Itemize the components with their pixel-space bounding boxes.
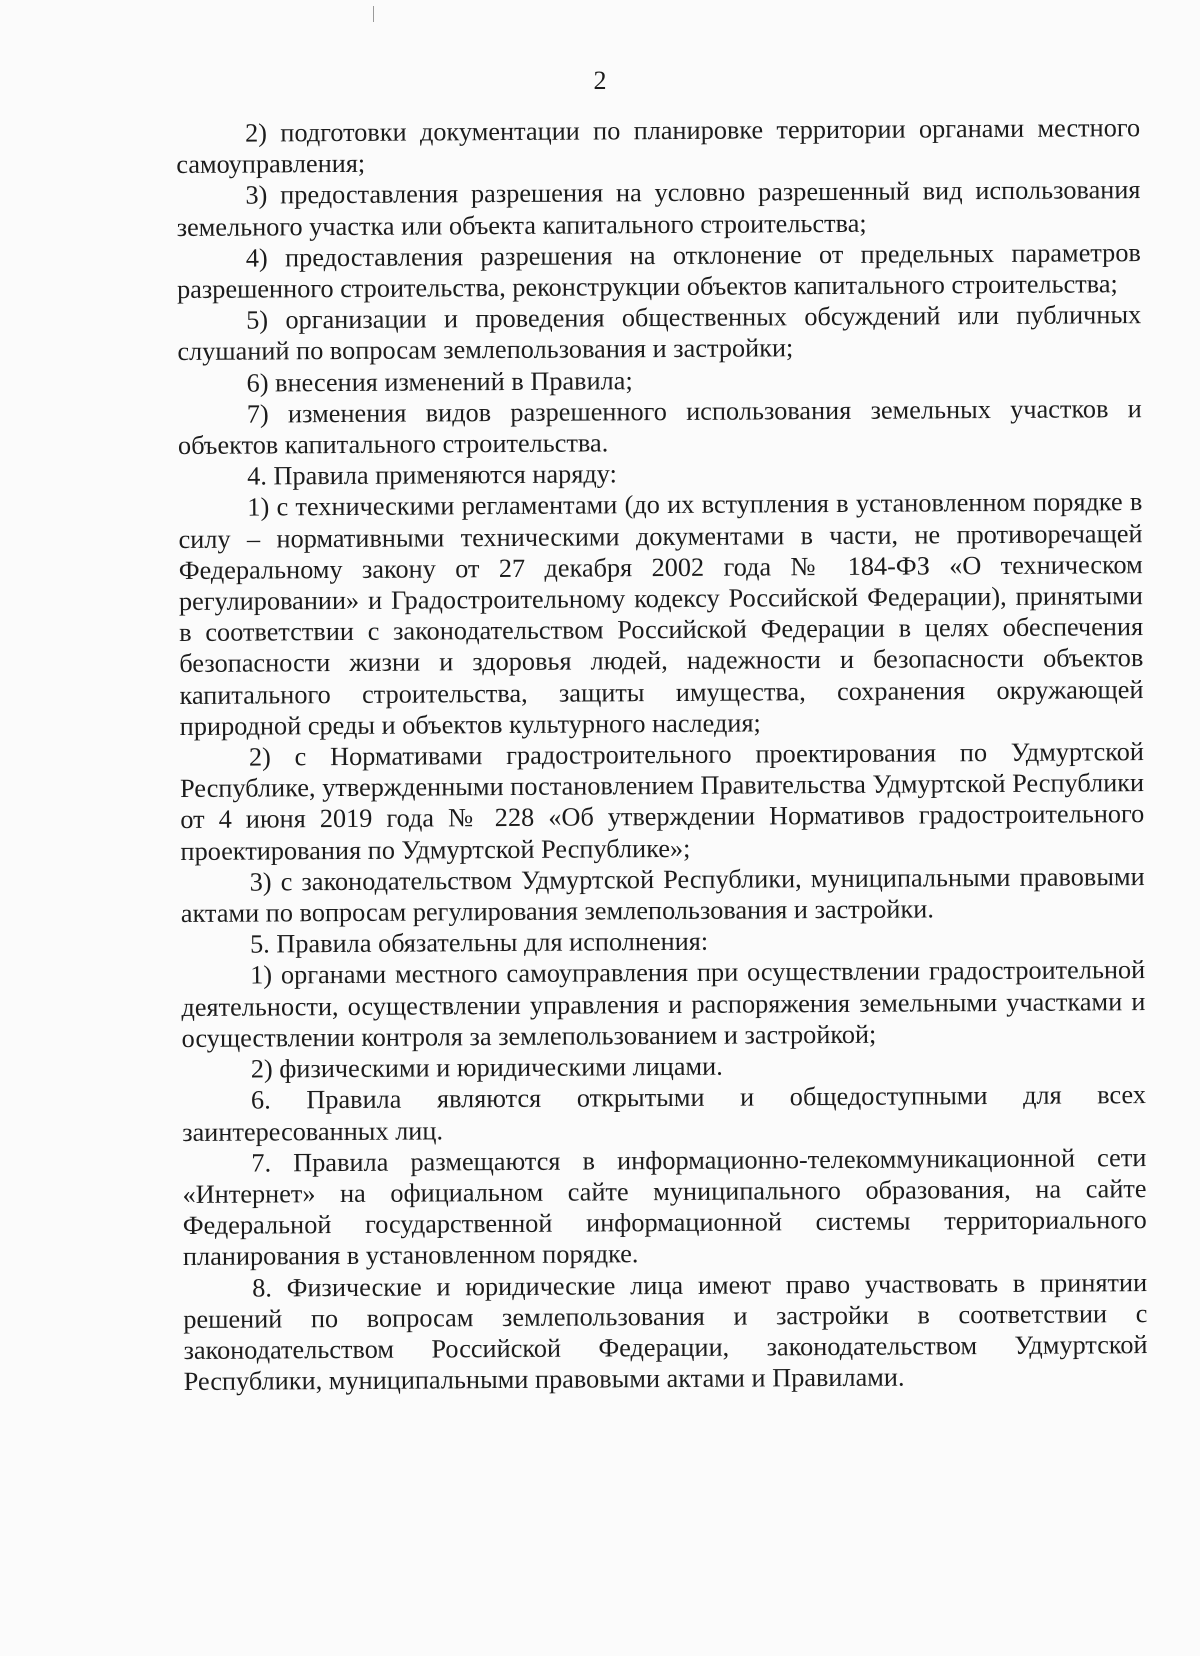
page-number: 2: [593, 66, 607, 95]
paragraph: 2) подготовки документации по планировке территории органами местного самоуправления;: [176, 113, 1141, 180]
paragraph: 1) органами местного самоуправления при осуществлении градостроительной деятельности, осуществлении управления и распоряжения земельными участками и осуществлении контроля за землепользованием и застройкой;: [181, 955, 1146, 1053]
paragraph: 7. Правила размещаются в информационно-телекоммуникационной сети «Интернет» на официальном сайте муниципального образования, на сайте Федеральной государственной информационной системы территориального планирования в установленном порядке.: [182, 1142, 1147, 1272]
document-body: [176, 112, 1148, 1397]
scan-artifact-line: [373, 6, 374, 22]
paragraph: 6. Правила являются открытыми и общедоступными для всех заинтересованных лиц.: [182, 1080, 1147, 1147]
paragraph: 6) внесения изменений в Правила;: [246, 365, 633, 398]
paragraph: 3) предоставления разрешения на условно разрешенный вид использования земельного участка или объекта капитального строительства;: [176, 175, 1141, 242]
paragraph: 7) изменения видов разрешенного использования земельных участков и объектов капитального строительства.: [177, 393, 1142, 461]
paragraph: 3) с законодательством Удмуртской Республики, муниципальными правовыми актами по вопросам регулирования землепользования и застройки.: [180, 861, 1145, 929]
paragraph: 5) организации и проведения общественных обсуждений или публичных слушаний по вопросам землепользования и застройки;: [177, 300, 1142, 367]
paragraph: 5. Правила обязательны для исполнения:: [249, 927, 709, 959]
paragraph: 1) с техническими регламентами (до их вступления в установленном порядке в силу – нормативными техническими документами в части, не противоречащей Федеральному закону от 27 декабря 2002 года № 184-ФЗ «О техническом регулировании» и Градостроительному кодексу Российской Федерации), принятыми в соответствии с законодательством Российской Федерации в целях обеспечения безопасности жизни и здоровья людей, надежности и безопасности объектов капитального строительства, защиты имущества, сохранения окружающей природной среды и объектов культурного наследия;: [178, 487, 1144, 741]
paragraph: 2) физическими и юридическими лицами.: [250, 1051, 723, 1084]
paragraph: 8. Физические и юридические лица имеют право участвовать в принятии решений по вопросам землепользования и застройки в соответствии с законодательством Российской Федерации, законодательством Удмуртской Республики, муниципальными правовыми актами и Правилами.: [183, 1267, 1148, 1397]
paragraph: 2) с Нормативами градостроительного проектирования по Удмуртской Республике, утвержденными постановлением Правительства Удмуртской Республики от 4 июня 2019 года № 228 «Об утверждении Нормативов градостроительного проектирования по Удмуртской Республике»;: [180, 737, 1145, 866]
paragraph: 4. Правила применяются наряду:: [247, 459, 617, 491]
paragraph: 4) предоставления разрешения на отклонение от предельных параметров разрешенного строительства, реконструкции объектов капитального строительства;: [176, 237, 1141, 305]
